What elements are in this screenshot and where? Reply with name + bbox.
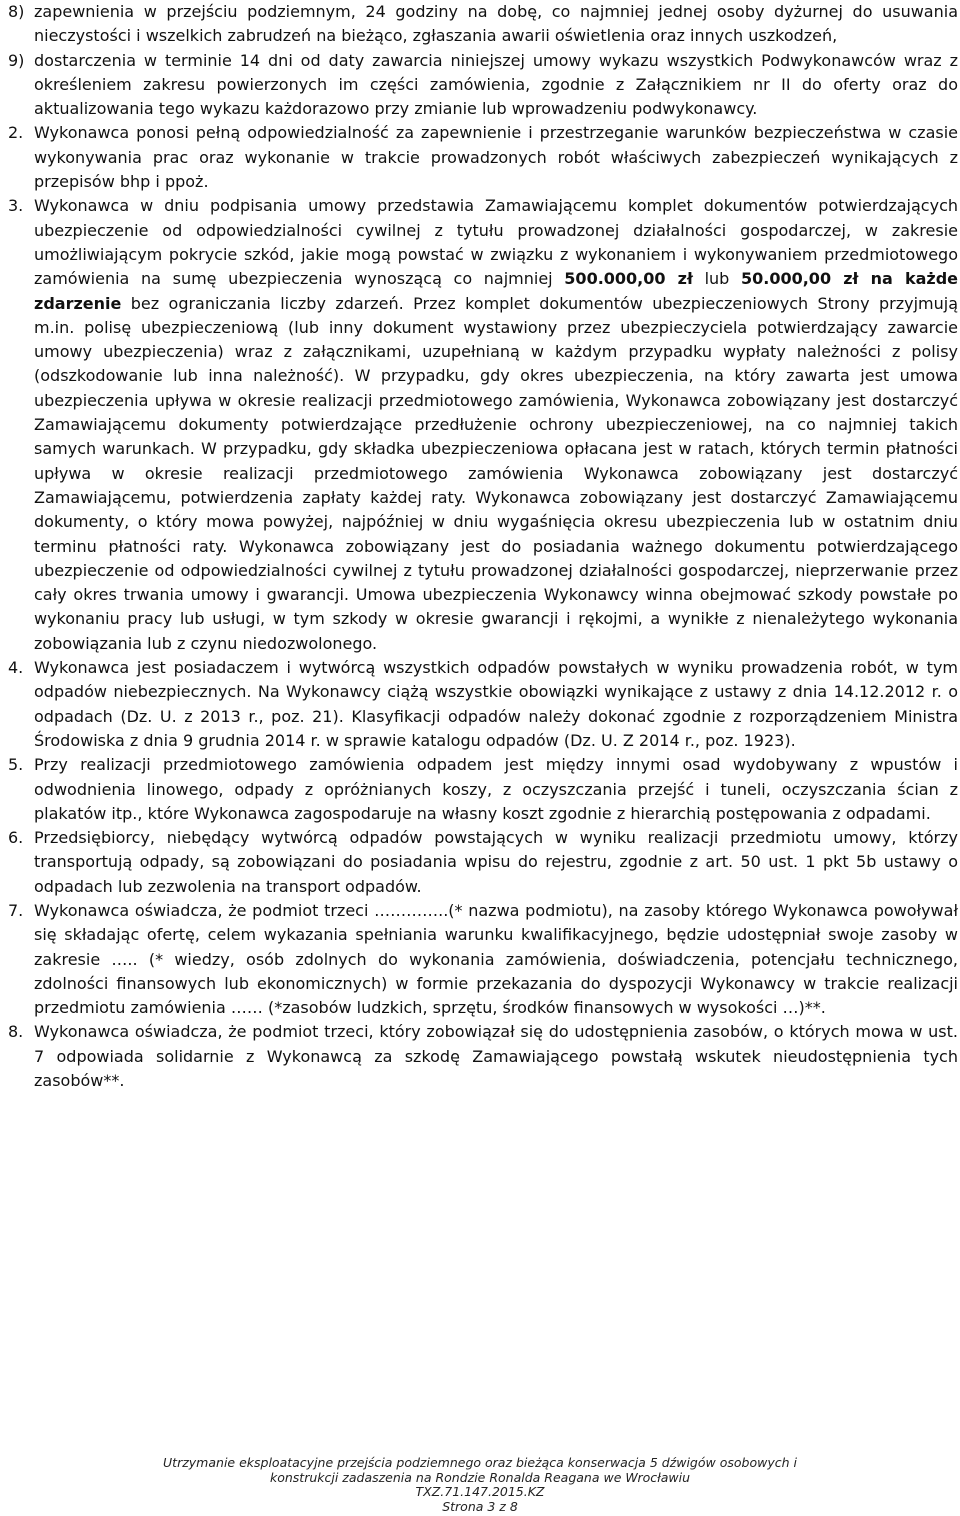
list-item-8 xyxy=(8,0,958,49)
page-footer xyxy=(0,1456,960,1514)
paragraph-number: 7. xyxy=(8,900,24,920)
paragraph-number: 8. xyxy=(8,1022,24,1042)
paragraph-5 xyxy=(8,753,958,826)
footer-page-number: Strona 3 z 8 xyxy=(442,1498,518,1514)
paragraph-text: Wykonawca ponosi pełną odpowiedzialność za zapewnienie i przestrzeganie warunków bezpieczeństwa w czasie wykonywania prac oraz wykonanie w trakcie prowadzonych robót właściwych zabezpieczeń wynikających z przepisów bhp i ppoż. xyxy=(34,123,958,192)
paragraph-text: Wykonawca jest posiadaczem i wytwórcą wszystkich odpadów powstałych w wyniku prowadzenia robót, w tym odpadów niebezpiecznych. Na Wykonawcy ciążą wszystkie obowiązki wynikające z ustawy z dnia 14.12.2012 r. o odpadach (Dz. U. z 2013 r., poz. 21). Klasyfikacji odpadów należy dokonać zgodnie z rozporządzeniem Ministra Środowiska z dnia 9 grudnia 2014 r. w sprawie katalogu odpadów (Dz. U. Z 2014 r., poz. 1923). xyxy=(34,658,958,750)
list-number: 9) xyxy=(8,50,25,70)
insurance-amount-per-event: 50.000,00 zł na każde zdarzenie xyxy=(34,269,958,313)
paragraph-number: 5. xyxy=(8,755,24,775)
paragraph-text: Przy realizacji przedmiotowego zamówienia odpadem jest między innymi osad wydobywany z wpustów i odwodnienia linowego, odpady z opróżnianych koszy, z oczyszczania przejść i tuneli, oczyszczania ścian z plakatów itp., które Wykonawca zagospodaruje na własny koszt zgodnie z hierarchią postępowania z odpadami. xyxy=(34,755,958,823)
footer-title-line-2: konstrukcji zadaszenia na Rondzie Ronalda Reagana we Wrocławiu xyxy=(269,1469,691,1485)
document-body xyxy=(8,0,958,1093)
paragraph-number: 3. xyxy=(8,196,24,216)
text-segment: bez ograniczania liczby zdarzeń. Przez komplet dokumentów ubezpieczeniowych Strony przyjmują m.in. polisę ubezpieczeniową (lub inny dokument wystawiony przez ubezpieczyciela potwierdzający zawarcie umowy ubezpieczenia) wraz z załącznikami, uzupełnianą w każdym przypadku wypłaty należności z polisy (odszkodowanie lub inna należność). W przypadku, gdy okres ubezpieczenia, na który zawarta jest umowa ubezpieczenia upływa w okresie realizacji przedmiotowego zamówienia, Wykonawca zobowiązany jest dostarczyć Zamawiającemu dokumenty potwierdzające przedłużenie ochrony ubezpieczeniowej, na co najmniej takich samych warunkach. W przypadku, gdy składka ubezpieczeniowa opłacana jest w ratach, których termin płatności upływa w okresie realizacji przedmiotowego zamówienia Wykonawca zobowiązany jest dostarczyć Zamawiającemu, potwierdzenia zapłaty każdej raty. Wykonawca zobowiązany jest dostarczyć Zamawiającemu dokumenty, o który mowa powyżej, najpóźniej w dniu wygaśnięcia okresu ubezpieczenia lub w ostatnim dniu terminu płatności raty. Wykonawca zobowiązany jest do posiadania ważnego dokumentu potwierdzającego ubezpieczenie od odpowiedzialności cywilnej z tytułu prowadzonej działalności gospodarczej, nieprzerwanie przez cały okres trwania umowy i gwarancji. Umowa ubezpieczenia Wykonawcy winna obejmować szkody powstałe po wykonaniu pracy lub usługi, w tym szkody w okresie gwarancji i rękojmi, a wynikłe z nienależytego wykonania zobowiązania lub z czynu niedozwolonego. xyxy=(34,293,958,653)
paragraph-7 xyxy=(8,899,958,1020)
paragraph-8 xyxy=(8,1020,958,1093)
text-segment: Wykonawca w dniu podpisania umowy przedstawia Zamawiającemu komplet dokumentów potwierdzających ubezpieczenie od odpowiedzialności cywilnej z tytułu prowadzonej działalności gospodarczej, w zakresie umożliwiającym pokrycie szkód, jakie mogą powstać w związku z wykonaniem i wykonywaniem przedmiotowego zamówienia na sumę ubezpieczenia wynoszącą co najmniej xyxy=(34,196,958,289)
paragraph-2 xyxy=(8,121,958,194)
footer-title-line-1: Utrzymanie eksploatacyjne przejścia podziemnego oraz bieżąca konserwacja 5 dźwigów osobowych i xyxy=(163,1455,797,1470)
paragraph-number: 4. xyxy=(8,658,24,678)
list-item-9 xyxy=(8,49,958,122)
paragraph-text: Przedsiębiorcy, niebędący wytwórcą odpadów powstających w wyniku realizacji przedmiotu umowy, którzy transportują odpady, są zobowiązani do posiadania wpisu do rejestru, zgodnie z art. 50 ust. 1 pkt 5b ustawy o odpadach lub zezwolenia na transport odpadów. xyxy=(34,828,958,896)
text-segment: lub xyxy=(692,269,741,289)
paragraph-3 xyxy=(8,194,958,656)
paragraph-4 xyxy=(8,656,958,753)
list-text: zapewnienia w przejściu podziemnym, 24 godziny na dobę, co najmniej jednej osoby dyżurnej do usuwania nieczystości i wszelkich zabrudzeń na bieżąco, zgłaszania awarii oświetlenia oraz innych uszkodzeń, xyxy=(34,2,958,46)
insurance-amount-total: 500.000,00 zł xyxy=(564,269,693,289)
paragraph-number: 2. xyxy=(8,123,24,143)
paragraph-text: Wykonawca oświadcza, że podmiot trzeci …………..(* nazwa podmiotu), na zasoby którego Wykonawca powoływał się składając ofertę, celem wykazania spełniania warunku kwalifikacyjnego, będzie udostępniał swoje zasoby w zakresie ….. (* wiedzy, osób zdolnych do wykonania zamówienia, doświadczenia, potencjału technicznego, zdolności finansowych lub ekonomicznych) w formie przekazania do dyspozycji Wykonawcy w trakcie realizacji przedmiotu zamówienia …… (*zasobów ludzkich, sprzętu, środków finansowych w wysokości …)**. xyxy=(34,900,958,1018)
list-text: dostarczenia w terminie 14 dni od daty zawarcia niniejszej umowy wykazu wszystkich Podwykonawców wraz z określeniem zakresu powierzonych im części zamówienia, zgodnie z Załącznikiem nr II do oferty oraz do aktualizowania tego wykazu każdorazowo przy zmianie lub wprowadzeniu podwykonawcy. xyxy=(34,50,958,119)
paragraph-6 xyxy=(8,826,958,899)
footer-reference-number: TXZ.71.147.2015.KZ xyxy=(415,1484,545,1499)
paragraph-text: Wykonawca oświadcza, że podmiot trzeci, który zobowiązał się do udostępnienia zasobów, o których mowa w ust. 7 odpowiada solidarnie z Wykonawcą za szkodę Zamawiającego powstałą wskutek nieudostępnienia tych zasobów**. xyxy=(34,1022,958,1091)
paragraph-number: 6. xyxy=(8,828,24,848)
paragraph-text xyxy=(34,194,958,656)
list-number: 8) xyxy=(8,2,25,21)
